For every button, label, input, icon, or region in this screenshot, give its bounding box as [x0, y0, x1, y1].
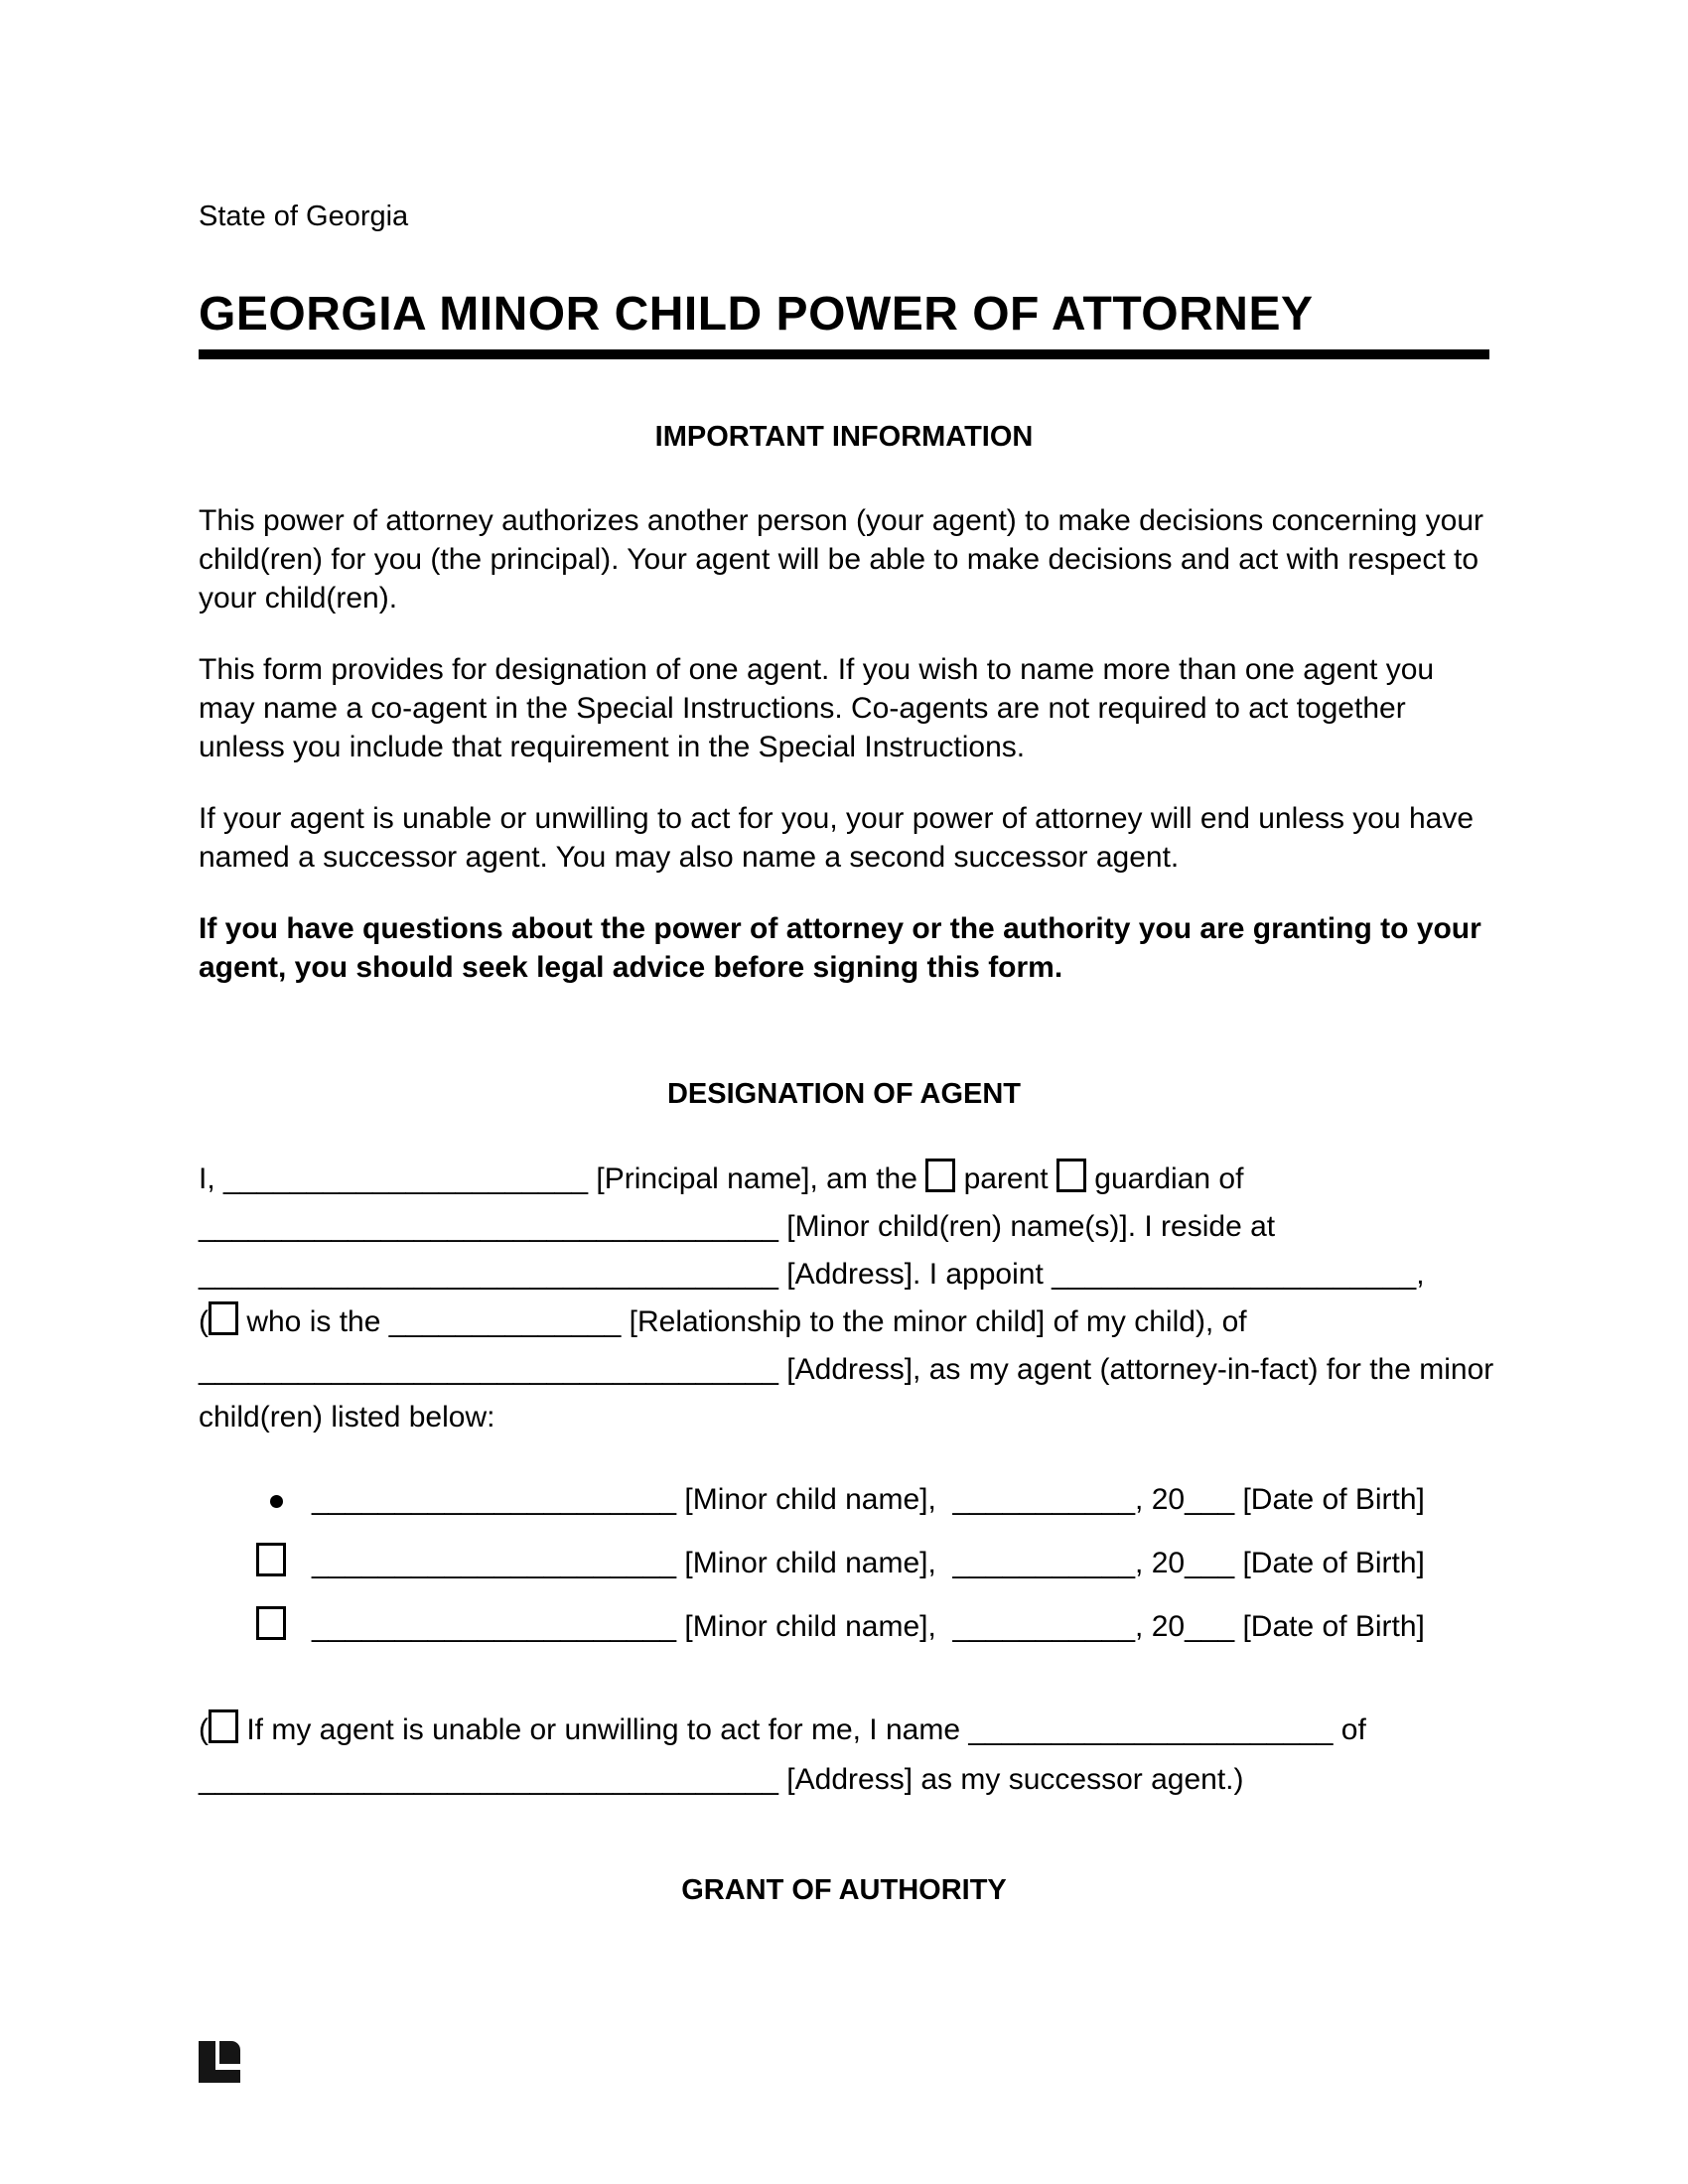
blank-field: ___ — [1185, 1547, 1235, 1579]
form-text: ( — [199, 1713, 209, 1746]
blank-field: ___________________________________ — [199, 1210, 778, 1243]
blank-field: ___ — [1185, 1610, 1235, 1643]
form-line — [199, 1755, 1489, 1805]
important-information-paragraphs — [199, 501, 1489, 1020]
form-line — [199, 1706, 1489, 1755]
form-text: [Minor child(ren) name(s)]. I reside at — [777, 1210, 1276, 1243]
designation-of-agent-heading: DESIGNATION OF AGENT — [666, 1078, 1022, 1110]
blank-field: ___________________________________ — [199, 1763, 778, 1796]
minor-children-list — [199, 1477, 1489, 1668]
form-text: , 20 — [1135, 1547, 1186, 1579]
minor-child-row — [199, 1477, 1489, 1523]
form-text: [Address]. I appoint — [777, 1258, 1053, 1291]
blank-field: ______________________ — [223, 1162, 589, 1195]
paragraph: If you have questions about the power of attorney or the authority you are granting to your agent, you should seek legal advice before signing this form. — [199, 912, 1481, 984]
successor-agent-lines — [199, 1706, 1489, 1805]
minor-child-row — [199, 1541, 1489, 1586]
form-text: [Minor child name], — [676, 1610, 953, 1643]
row-marker — [256, 1604, 312, 1650]
empty-checkbox[interactable] — [925, 1159, 955, 1192]
blank-field: ______________________ — [968, 1713, 1334, 1746]
form-text: , 20 — [1135, 1483, 1186, 1516]
paragraph: This form provides for designation of one agent. If you wish to name more than one agent you may name a co-agent in the Special Instructions. Co-agents are not required to act together unless you include that requirement in the Special Instructions. — [199, 653, 1435, 763]
form-text: of — [1333, 1713, 1366, 1746]
blank-field: ___________________________________ — [199, 1353, 778, 1386]
legal-templates-logo — [199, 2041, 244, 2083]
minor-child-row — [199, 1604, 1489, 1650]
document-title: GEORGIA MINOR CHILD POWER OF ATTORNEY — [199, 286, 1489, 359]
row-marker — [256, 1477, 312, 1523]
form-text: [Principal name], am the — [588, 1162, 926, 1195]
empty-checkbox[interactable] — [256, 1606, 286, 1640]
blank-field: ______________ — [388, 1305, 622, 1338]
logo-page-shape — [219, 2041, 240, 2064]
paragraph: This power of attorney authorizes another person (your agent) to make decisions concerning your child(ren) for you (the principal). Your agent will be able to make decisions and act with respect to your child(ren). — [199, 504, 1484, 614]
form-text: , 20 — [1135, 1610, 1186, 1643]
form-text: guardian of — [1085, 1162, 1244, 1195]
logo-horizontal-bar — [199, 2070, 240, 2083]
form-line — [199, 1203, 1489, 1251]
blank-field: ______________________ — [312, 1610, 677, 1643]
grant-of-authority-heading: GRANT OF AUTHORITY — [681, 1874, 1007, 1906]
blank-field: ___________ — [952, 1483, 1136, 1516]
form-line — [199, 1394, 1489, 1441]
state-label: State of Georgia — [199, 201, 409, 232]
form-text: [Date of Birth] — [1234, 1483, 1425, 1516]
form-line — [199, 1346, 1494, 1394]
form-text: child(ren) listed below: — [199, 1401, 495, 1433]
form-line — [199, 1156, 1489, 1203]
blank-field: ___ — [1185, 1483, 1235, 1516]
form-text: [Address] as my successor agent.) — [777, 1763, 1244, 1796]
blank-field: ___________________________________ — [199, 1258, 778, 1291]
form-line — [199, 1251, 1489, 1298]
form-text: [Date of Birth] — [1234, 1610, 1425, 1643]
blank-field: ___________ — [952, 1547, 1136, 1579]
form-text: who is the — [238, 1305, 389, 1338]
paragraph: If your agent is unable or unwilling to act for you, your power of attorney will end unless you have named a successor agent. You may also name a second successor agent. — [199, 802, 1475, 874]
form-text: [Minor child name], — [676, 1547, 953, 1579]
form-text: ( — [199, 1305, 209, 1338]
form-text: [Address], as my agent (attorney-in-fact) for the minor — [777, 1353, 1494, 1386]
empty-checkbox[interactable] — [209, 1709, 238, 1743]
form-line — [199, 1298, 1489, 1346]
blank-field: ______________________ — [312, 1547, 677, 1579]
form-text: I, — [199, 1162, 224, 1195]
form-text: parent — [955, 1162, 1056, 1195]
empty-checkbox[interactable] — [1056, 1159, 1086, 1192]
blank-field: ______________________ — [312, 1483, 677, 1516]
important-information-heading: IMPORTANT INFORMATION — [654, 421, 1034, 453]
empty-checkbox[interactable] — [256, 1543, 286, 1576]
blank-field: ______________________ — [1052, 1258, 1417, 1291]
blank-field: ___________ — [952, 1610, 1136, 1643]
designation-intro-lines — [199, 1156, 1494, 1441]
form-text: If my agent is unable or unwilling to act for me, I name — [238, 1713, 969, 1746]
form-text: [Relationship to the minor child] of my child), of — [621, 1305, 1247, 1338]
bullet-icon — [270, 1495, 283, 1508]
form-text: , — [1416, 1258, 1425, 1291]
form-text: [Date of Birth] — [1234, 1547, 1425, 1579]
empty-checkbox[interactable] — [209, 1301, 238, 1335]
form-text: [Minor child name], — [676, 1483, 953, 1516]
row-marker — [256, 1541, 312, 1586]
